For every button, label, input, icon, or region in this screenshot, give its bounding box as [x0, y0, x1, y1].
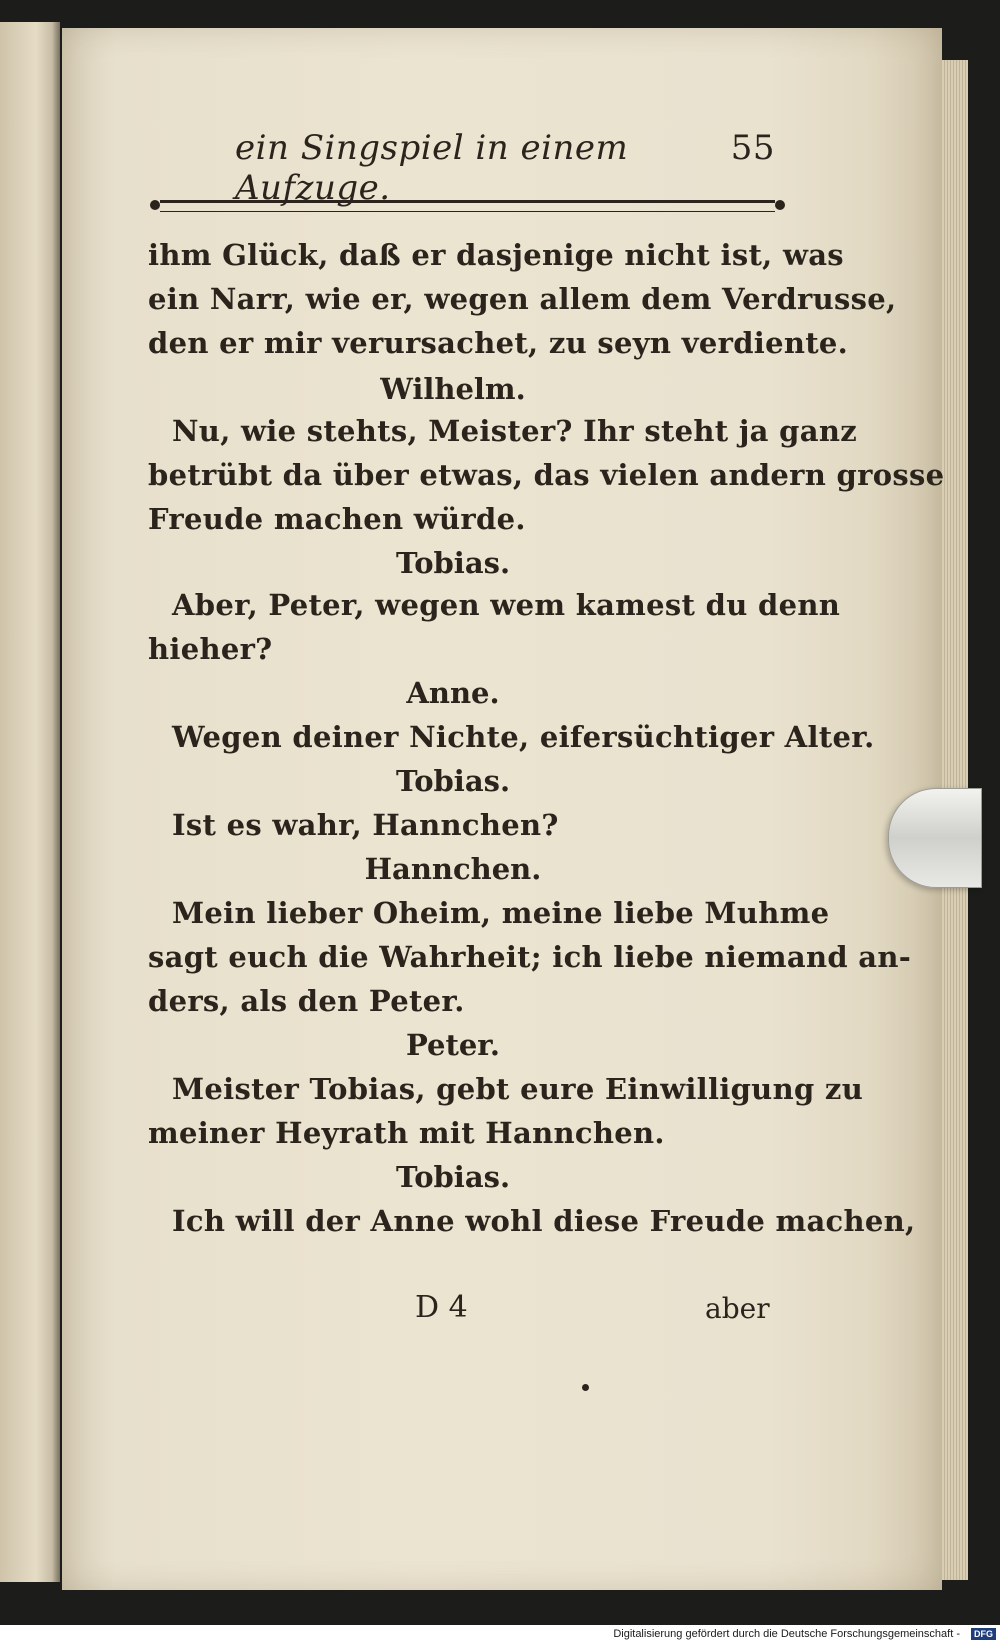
speaker-name: Wilhelm.: [380, 372, 526, 406]
ink-dot: [582, 1384, 589, 1391]
signature-mark: D 4: [415, 1290, 468, 1325]
speaker-name: Tobias.: [395, 764, 511, 798]
text-line: ein Narr, wie er, wegen allem dem Verdrusse,: [148, 282, 897, 316]
text-line: ders, als den Peter.: [148, 984, 465, 1018]
digitization-credit: Digitalisierung gefördert durch die Deutsche Forschungsgemeinschaft -: [613, 1628, 960, 1640]
text-line: ihm Glück, daß er dasjenige nicht ist, was: [148, 238, 844, 272]
speaker-name: Hannchen.: [364, 852, 542, 886]
header-rule: [160, 200, 775, 212]
text-line: hieher?: [148, 632, 273, 666]
text-line: Meister Tobias, gebt eure Einwilligung zu: [172, 1072, 864, 1106]
text-line: Nu, wie stehts, Meister? Ihr steht ja ganz: [172, 414, 857, 448]
text-line: Mein lieber Oheim, meine liebe Muhme: [172, 896, 830, 930]
text-line: Aber, Peter, wegen wem kamest du denn: [172, 588, 841, 622]
credit-bar: [0, 1625, 1000, 1643]
speaker-name: Anne.: [406, 676, 500, 710]
speaker-name: Tobias.: [395, 1160, 511, 1194]
speaker-name: Tobias.: [395, 546, 511, 580]
text-line: Freude machen würde.: [148, 502, 526, 536]
dfg-logo: DFG: [971, 1628, 996, 1640]
text-line: betrübt da über etwas, das vielen andern grosse: [148, 458, 945, 492]
running-title: ein Singspiel in einem Aufzuge.: [235, 128, 629, 208]
speaker-name: Peter.: [405, 1028, 501, 1062]
text-line: Wegen deiner Nichte, eifersüchtiger Alter.: [172, 720, 875, 754]
text-line: meiner Heyrath mit Hannchen.: [148, 1116, 665, 1150]
text-line: Ich will der Anne wohl diese Freude machen,: [172, 1204, 916, 1238]
text-line: sagt euch die Wahrheit; ich liebe niemand an-: [148, 940, 912, 974]
text-line: Ist es wahr, Hannchen?: [172, 808, 559, 842]
text-line: den er mir verursachet, zu seyn verdiente.: [148, 326, 849, 360]
running-header: [235, 128, 775, 208]
page-number: 55: [730, 128, 775, 168]
catchword: aber: [705, 1292, 770, 1325]
